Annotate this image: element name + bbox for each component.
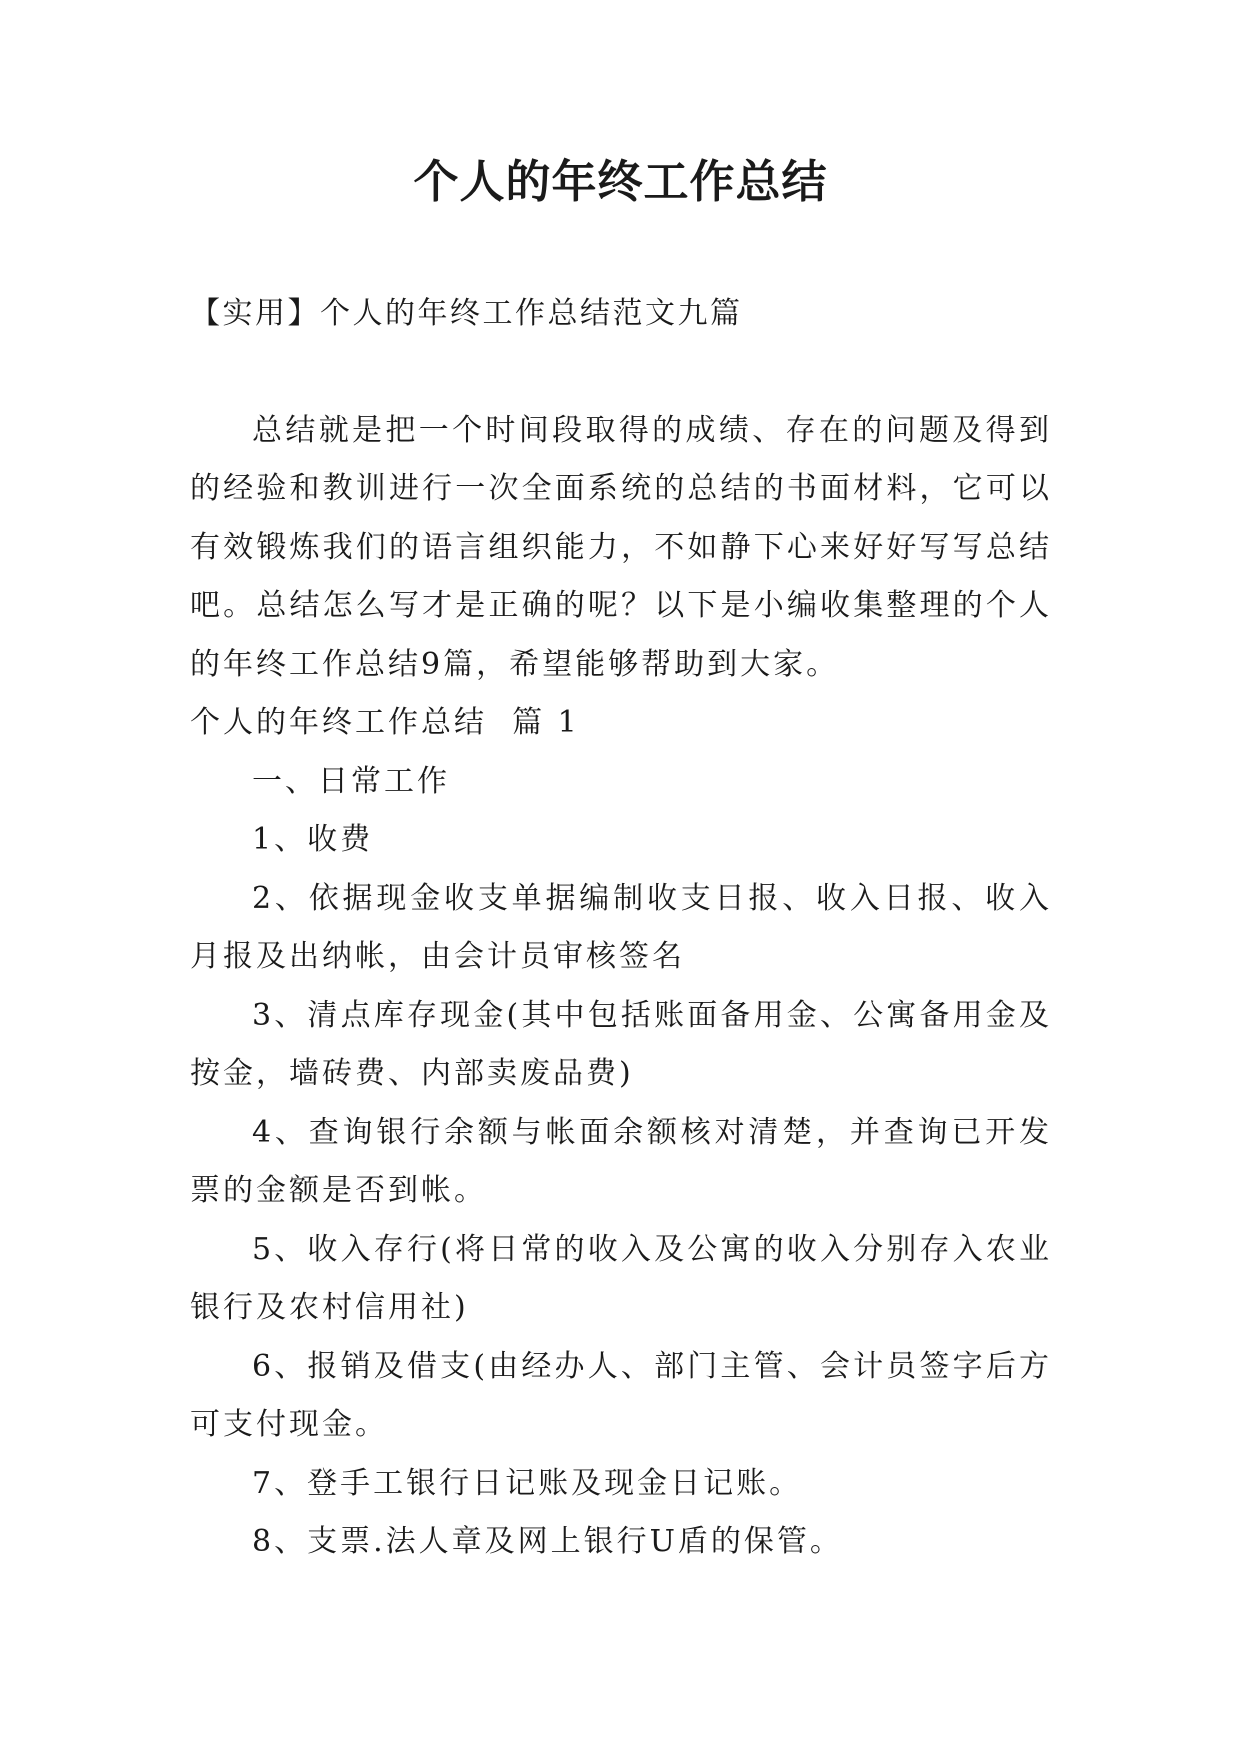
document-subtitle: 【实用】个人的年终工作总结范文九篇 — [190, 296, 743, 331]
paragraph-item-6: 6、报销及借支(由经办人、部门主管、会计员签字后方可支付现金。 — [190, 1348, 1052, 1442]
paragraph-item-4: 4、查询银行余额与帐面余额核对清楚，并查询已开发票的金额是否到帐。 — [190, 1114, 1052, 1208]
paragraph-item-5: 5、收入存行(将日常的收入及公寓的收入分别存入农业银行及农村信用社) — [190, 1231, 1052, 1325]
document-body — [190, 285, 1052, 1572]
intro-paragraph: 总结就是把一个时间段取得的成绩、存在的问题及得到的经验和教训进行一次全面系统的总结的书面材料，它可以有效锻炼我们的语言组织能力，不如静下心来好好写写总结吧。总结怎么写才是正确的呢？以下是小编收集整理的个人的年终工作总结9篇，希望能够帮助到大家。 — [190, 412, 1052, 682]
section-heading: 个人的年终工作总结 篇 1 — [190, 705, 580, 740]
paragraph-item-1: 1、收费 — [252, 822, 374, 857]
paragraph-item-2: 2、依据现金收支单据编制收支日报、收入日报、收入月报及出纳帐，由会计员审核签名 — [190, 880, 1052, 974]
paragraph-item-8: 8、支票.法人章及网上银行U盾的保管。 — [252, 1524, 843, 1559]
paragraph-item-7: 7、登手工银行日记账及现金日记账。 — [252, 1465, 803, 1501]
document-title: 个人的年终工作总结 — [413, 155, 828, 208]
paragraph-item-3: 3、清点库存现金(其中包括账面备用金、公寓备用金及按金，墙砖费、内部卖废品费) — [190, 997, 1052, 1091]
paragraph-spacer — [190, 344, 1052, 402]
paragraph-daily-work: 一、日常工作 — [252, 763, 450, 799]
